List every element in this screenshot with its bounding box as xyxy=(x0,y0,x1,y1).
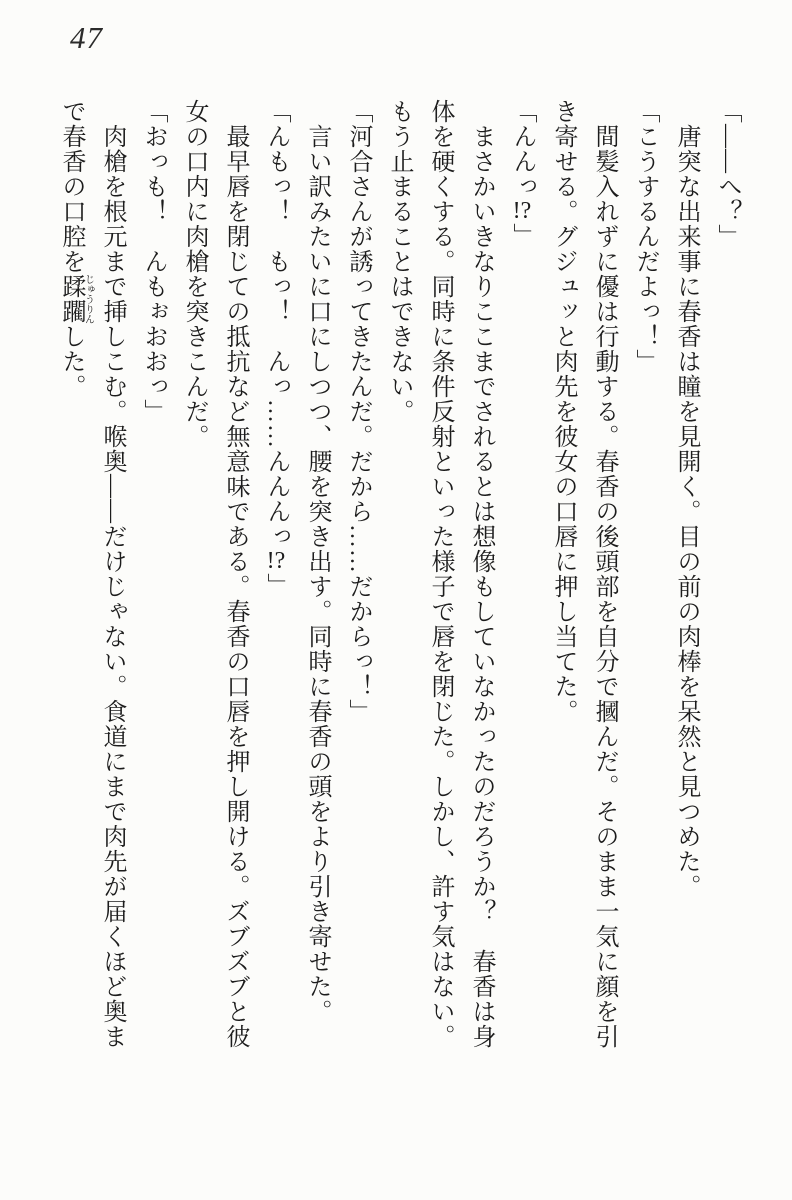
tate-chu-yoko: !? xyxy=(266,549,286,573)
dialogue-line-2: 「こうするんだよっ！」 xyxy=(632,99,658,374)
dialogue-line-6: 「おっも！ んもぉおおっ」 xyxy=(140,99,166,424)
ruby-annotated-word: 蹂躙じゅうりん xyxy=(58,274,94,324)
dialogue-line-5: 「んもっ！ もっ！ んっ……んんんっ!?」 xyxy=(263,99,289,598)
page-number: 47 xyxy=(70,20,103,55)
narration-2: 間髪入れずに優は行動する。春香の後頭部を自分で摑んだ。そのまま一気に顔を引き寄せる。グジュッと肉先を彼女の口唇に押し当てた。 xyxy=(550,99,617,1049)
narration-4: 言い訳みたいに口にしつつ、腰を突き出す。同時に春香の頭をより引き寄せた。 xyxy=(304,99,330,1024)
dialogue-line-3: 「んんっ!?」 xyxy=(509,99,535,248)
tate-chu-yoko: !? xyxy=(512,199,532,223)
narration-3: まさかいきなりここまでされるとは想像もしていなかったのだろうか？ 春香は身体を硬くする。同時に条件反射といった様子で唇を閉じた。しかし、許す気はない。もう止まることはできない。 xyxy=(386,99,494,1049)
narration-6: 肉槍を根元まで挿しこむ。喉奥――だけじゃない。食道にまで肉先が届くほど奥まで春香の口腔を蹂躙じゅうりんした。 xyxy=(58,99,125,1049)
dialogue-line-1: 「――へ？」 xyxy=(714,99,740,249)
dialogue-line-4: 「河合さんが誘ってきたんだ。だから……だからっ！」 xyxy=(345,99,371,724)
text-block xyxy=(49,99,747,1051)
narration-5: 最早唇を閉じての抵抗など無意味である。春香の口唇を押し開ける。ズブズブと彼女の口内に肉槍を突きこんだ。 xyxy=(181,99,248,1049)
narration-1: 唐突な出来事に春香は瞳を見開く。目の前の肉棒を呆然と見つめた。 xyxy=(673,99,699,899)
